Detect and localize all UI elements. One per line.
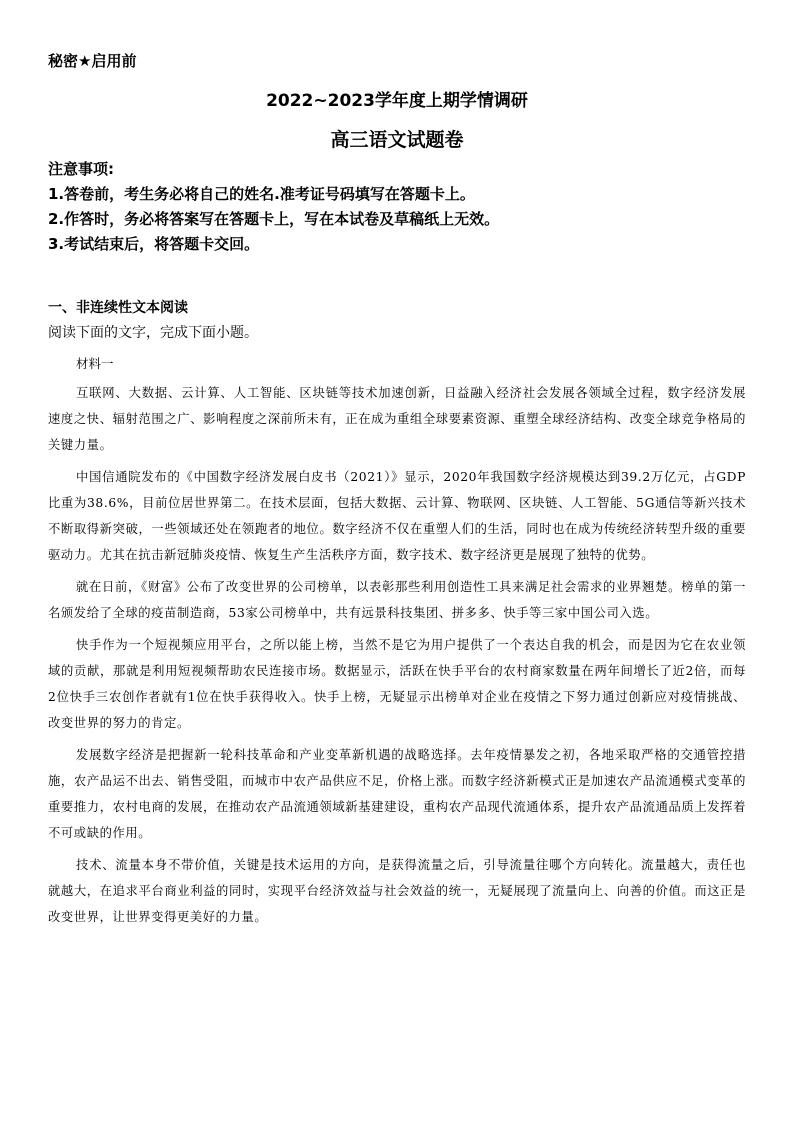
confidential-label: 秘密★启用前 — [48, 52, 137, 70]
passage-paragraph: 互联网、大数据、云计算、人工智能、区块链等技术加速创新，日益融入经济社会发展各领域全过程，数字经济发展速度之快、辐射范围之广、影响程度之深前所未有，正在成为重组全球要素资源、重塑全球经济结构、改变全球竞争格局的关键力量。 — [48, 386, 746, 452]
passage-paragraph: 中国信通院发布的《中国数字经济发展白皮书（2021）》显示，2020年我国数字经济规模达到39.2万亿元，占GDP比重为38.6%，目前位居世界第二。在技术层面，包括大数据、云计算、物联网、区块链、人工智能、5G通信等新兴技术不断取得新突破，一些领域还处在领跑者的地位。数字经济不仅在重塑人们的生活，同时也在成为传统经济转型升级的重要驱动力。尤其在抗击新冠肺炎疫情、恢复生产生活秩序方面，数字技术、数字经济更是展现了独特的优势。 — [48, 470, 746, 562]
notice-heading: 注意事项: — [48, 160, 114, 178]
reading-passage — [48, 380, 746, 936]
paper-title: 高三语文试题卷 — [330, 129, 464, 151]
notice-block — [48, 157, 748, 257]
exam-title: 2022~2023学年度上期学情调研 — [266, 91, 528, 111]
notice-item: 2.作答时，务必将答案写在答题卡上，写在本试卷及草稿纸上无效。 — [48, 210, 500, 228]
material-label: 材料一 — [76, 356, 114, 371]
passage-paragraph: 快手作为一个短视频应用平台，之所以能上榜，当然不是它为用户提供了一个表达自我的机会，而是因为它在农业领域的贡献，那就是利用短视频帮助农民连接市场。数据显示，活跃在快手平台的农村商家数量在两年间增长了近2倍，而每2位快手三农创作者就有1位在快手获得收入。快手上榜，无疑显示出榜单对企业在疫情之下努力通过创新应对疫情挑战、改变世界的努力的肯定。 — [48, 638, 746, 730]
section-heading: 一、非连续性文本阅读 — [48, 300, 188, 316]
notice-item: 3.考试结束后，将答题卡交回。 — [48, 235, 260, 253]
passage-paragraph: 技术、流量本身不带价值，关键是技术运用的方向，是获得流量之后，引导流量往哪个方向转化。流量越大，责任也就越大，在追求平台商业利益的同时，实现平台经济效益与社会效益的统一，无疑展现了流量向上、向善的价值。而这正是改变世界，让世界变得更美好的力量。 — [48, 858, 746, 924]
section-instruction: 阅读下面的文字，完成下面小题。 — [48, 325, 258, 341]
passage-paragraph: 发展数字经济是把握新一轮科技革命和产业变革新机遇的战略选择。去年疫情暴发之初，各地采取严格的交通管控措施，农产品运不出去、销售受阻，而城市中农产品供应不足，价格上涨。而数字经济新模式正是加速农产品流通模式变革的重要推力，农村电商的发展，在推动农产品流通领域新基建建设，重构农产品现代流通体系，提升农产品流通品质上发挥着不可或缺的作用。 — [48, 748, 746, 840]
notice-item: 1.答卷前，考生务必将自己的姓名.准考证号码填写在答题卡上。 — [48, 185, 475, 203]
passage-paragraph: 就在日前，《财富》公布了改变世界的公司榜单，以表彰那些利用创造性工具来满足社会需求的业界翘楚。榜单的第一名颁发给了全球的疫苗制造商，53家公司榜单中，共有远景科技集团、拼多多、快手等三家中国公司入选。 — [48, 580, 746, 620]
